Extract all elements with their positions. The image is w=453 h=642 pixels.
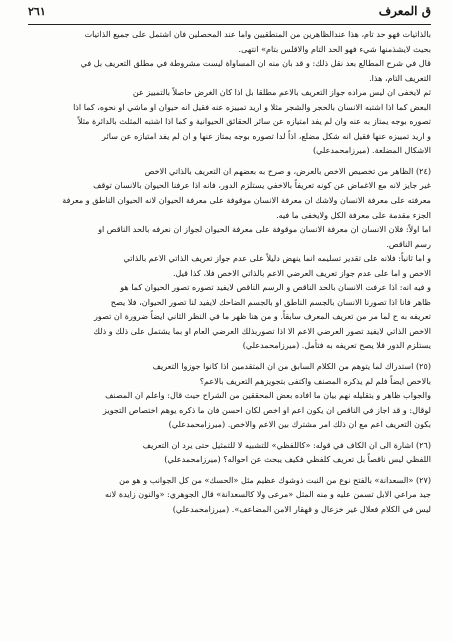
page-number: ٢٦١	[28, 5, 46, 18]
note-27-line: (٢٧) «السعدانة» بالفتح نوع من النبت ذوشوك عظيم مثل «الحسك» من كل الجوانب و هو من	[119, 474, 431, 485]
text-line: والجواب ظاهر و بتقليله نهم بيان ما افاده بعض المحققين من الشراح حيث قال: واعلم ان المصنف	[105, 390, 431, 401]
text-line: معرفته على معرفة الانسان ولاشك ان معرفة الانسان موقوفة على معرفة الحيوان لانه الحيوان الناطق و معرفة	[62, 195, 431, 206]
text-line: تصوره بوجه يمتاز به عنه وان لم يفد امتيازه عن سائر الحقائق الحيوانية و كما اذا اشتبه المثلث بالدائرة مثلاً	[77, 116, 431, 127]
text-line: التعريف التام، هذا.	[369, 72, 431, 83]
text-line: ظاهر فانا اذا تصورنا الانسان بالجسم الناطق او بالجسم الضاحك لايفيد لنا تصور الحيوان، فلا يصح	[110, 296, 431, 307]
page-header	[28, 4, 431, 25]
page-body	[28, 27, 431, 517]
text-line: بحيث لايشذمنها شيء فهو الحد التام والاقلس بتام» انتهى.	[238, 43, 431, 54]
text-line: ثم لايخفى ان ليس مراده جواز التعريف بالاعم مطلقا بل اذا كان الغرض حاصلاً بالتمييز عن	[132, 87, 431, 98]
text-line: رسم الناقص.	[386, 238, 431, 249]
text-line: اما اولاً: فلان الانسان ان معرفة الانسان موقوفة على معرفة الحيوان لجواز ان نعرفه بالحد الناقص او	[98, 224, 431, 235]
text-line: الاخص الذاتي لايفيد تصور العرضي الاعم الا اذا تصوربذلك العرضي العام او بما يشتمل على ذلك و ذلك	[93, 325, 431, 336]
text-line: الاخص و اما على عدم جواز تعريف العرضي الاعم بالذاتي الاخص فلا، كذا قيل.	[172, 267, 431, 278]
text-line: البعض كما اذا اشتبه الانسان بالحجر والشجر مثلا و اريد تمييزه عنه فقيل انه حيوان او ماشي او نحوه، كما اذا	[73, 101, 431, 112]
text-line: الجزء مقدمة على معرفة الكل ولايخفى ما فيه.	[276, 209, 431, 220]
text-line: بالاخص ايضاً فلم لم يذكره المصنف واكتفى بتجويزهم التعريف بالاعم؟	[199, 375, 431, 386]
note-24-line: (٢٤) الظاهر من تخصيص الاخص بالعرض، و صرح به بعضهم ان التعريف بالذاتي الاخص	[144, 165, 431, 176]
text-line: اللفظي ليس ناقصاً بل تعريف كلفظي فكيف يبحث عن احواله؟ (ميرزامحمدعلي)	[164, 454, 431, 465]
text-line: بالذاتيات فهو حد تام، هذا عندالظاهرين من المنطقيين واما عند المحصلين فان اشتمل على جميع الذاتيات	[84, 29, 431, 39]
text-line: الاشكال المضلعة. (ميرزامحمدعلي)	[313, 145, 431, 156]
text-line: قال في شرح المطالع بعد نقل ذلك: و قد بان منه ان المساواة ليست مشروطة في مطلق التعريف بل في	[80, 58, 431, 69]
text-line: غير جايز لانه مع الاغماض عن كونه تعريفاً بالاخفي يستلزم الدور، فانه اذا عرفنا الحيوان بالانسان توقف	[93, 180, 431, 191]
text-line: و فيه انه: اذا عرفت الانسان بالحد الناقص و الرسم الناقص لايفيد تصوره تصور الحيوان كما هو	[120, 282, 431, 293]
text-line: تعريفه به ح لما مر من تعريف المعرف سابقاً. و من هنا ظهر ما في النظر الثاني ايضاً ضرورة ان تصور	[94, 311, 431, 322]
text-line: و اما ثانياً: فلانه على تقدير تسليمه انما ينهض دليلاً على عدم جواز تعريف الذاتي الاعم بالذاتي	[123, 253, 431, 264]
text-line: بكون التعريف اعم مع ان ذلك امر مشترك بين الاعم والاخص. (ميرزامحمدعلي)	[168, 419, 431, 430]
text-line: يستلزم الدور فلا يصح تعريفه به فتأمل. (ميرزامحمدعلي)	[242, 340, 431, 351]
text-line: ليس في الكلام فعلال غير خزعال و قهقار الامن المضاعف». (ميرزامحمدعلي)	[172, 503, 431, 514]
text-line: و اريد تمييزه عنها فقيل انه شكل مضلع، اذاً لدا تصوره بوجه يمتاز عنها و ان لم يفد امتيازه عن سائر	[102, 130, 431, 141]
note-25-line: (٢٥) استدراك لما يتوهم من الكلام السابق من ان المتقدمين اذا كانوا جوزوا التعريف	[152, 361, 431, 372]
running-head: ق المعرف	[378, 4, 431, 18]
note-26-line: (٢٦) اشارة الى ان الكاف في قوله: «كاللفظي» للتشبيه لا للتمثيل حتى يرد ان التعريف	[142, 439, 431, 450]
text-line: جيد مراعي الابل تسمن عليه و منه المثل «مرعى ولا كالسعدانة» قال الجوهري: «والنون زايدة لانه	[105, 489, 431, 500]
text-line: لوقال: و قد اجاز في الناقص ان يكون اعم او اخص لكان احسن فان ما ذكره يوهم اختصاص التجويز	[103, 404, 431, 415]
